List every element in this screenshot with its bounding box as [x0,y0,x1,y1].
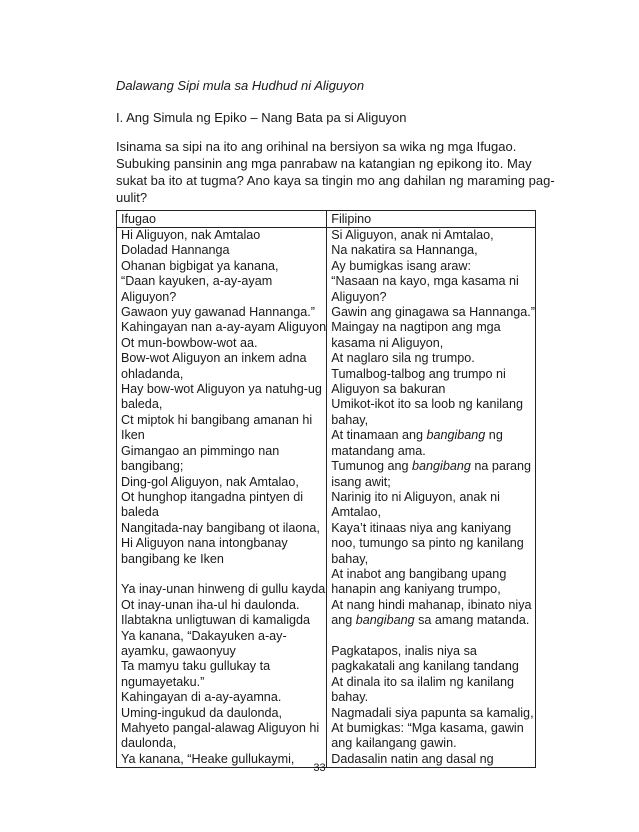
ifugao-line: Ot hunghop itangadna pintyen di [121,489,304,504]
ifugao-line: Kahingayan di a-ay-ayamna. [121,690,282,705]
intro-line: uulit? [116,190,148,205]
ifugao-line: Ot mun-bowbow-wot aa. [121,335,258,350]
filipino-line [331,613,535,628]
filipino-line [331,243,535,258]
filipino-line-text: hanapin ang kaniyang trumpo, [331,582,501,597]
ifugao-line: Aliguyon? [121,289,177,304]
filipino-line [331,552,535,567]
ifugao-line: Uming-ingukud da daulonda, [121,705,283,720]
ifugao-line: baleda, [121,397,163,412]
filipino-line [331,505,535,520]
ifugao-line: “Daan kayuken, a-ay-ayam [121,274,273,289]
intro-line: sukat ba ito at tugma? Ano kaya sa tingin mo ang dahilan ng maraming pag- [116,173,555,188]
filipino-line [331,675,535,690]
filipino-line [331,444,535,459]
poem-table [116,210,536,768]
filipino-line-text: Si Aliguyon, anak ni Amtalao, [331,228,494,242]
filipino-line-text: “Nasaan na kayo, mga kasama ni [331,274,519,289]
filipino-line-text: Tumalbog-talbog ang trumpo ni [331,366,506,381]
ifugao-line: Ding-gol Aliguyon, nak Amtalao, [121,474,299,489]
filipino-line-text: noo, tumungo sa pinto ng kanilang [331,536,524,551]
filipino-line-text: Na nakatira sa Hannanga, [331,243,478,258]
filipino-line-text: At tinamaan ang [331,428,427,443]
ifugao-line: Nangitada-nay bangibang ot ilaona, [121,520,320,535]
ifugao-line: Hay bow-wot Aliguyon ya natuhg-ug [121,382,322,397]
filipino-line-text: At naglaro sila ng trumpo. [331,351,475,366]
filipino-line [331,290,535,305]
filipino-line-text-after: na parang [470,459,532,474]
ifugao-line: Iken [121,428,145,443]
ifugao-line: daulonda, [121,736,177,751]
filipino-line [331,598,535,613]
ifugao-column [117,228,327,768]
filipino-line-text: pagkakatali ang kanilang tandang [331,659,519,674]
filipino-line [331,644,535,659]
filipino-line-emphasis: bangibang [355,613,415,628]
filipino-line [331,228,535,243]
page-number: 33 [313,762,326,774]
filipino-line [331,274,535,289]
filipino-line-text: Umikot-ikot ito sa loob ng kanilang [331,397,524,412]
filipino-line [331,721,535,736]
filipino-line [331,382,535,397]
poem-row [117,228,536,768]
filipino-line [331,397,535,412]
filipino-line-text: Pagkatapos, inalis niya sa [331,643,477,658]
header-filipino: Filipino [327,211,536,228]
filipino-line [331,736,535,751]
ifugao-line: Doladad Hannanga [121,243,230,258]
filipino-line-text: Aliguyon sa bakuran [331,382,446,397]
ifugao-line [121,567,326,582]
filipino-line [331,490,535,505]
filipino-line-text: Maingay na nagtipon ang mga [331,320,501,335]
filipino-line-emphasis: bangibang [426,428,486,443]
filipino-line-emphasis: bangibang [412,459,471,474]
filipino-line-text: matandang ama. [331,443,426,458]
ifugao-line: baleda [121,505,159,520]
filipino-line [331,336,535,351]
filipino-line-text: At dinala ito sa ilalim ng kanilang [331,674,514,689]
header-ifugao: Ifugao [117,211,327,228]
filipino-line-text: bahay. [331,690,369,705]
filipino-line [331,428,535,443]
intro-paragraph [116,138,555,206]
section-heading: I. Ang Simula ng Epiko – Nang Bata pa si Aliguyon [116,110,407,125]
ifugao-line: bangibang; [121,459,184,474]
filipino-line-text-after: sa amang matanda. [414,613,530,628]
filipino-line [331,459,535,474]
intro-line: Isinama sa sipi na ito ang orihinal na bersiyon sa wika ng mga Ifugao. [116,139,517,154]
filipino-line [331,305,535,320]
ifugao-line: Mahyeto pangal-alawag Aliguyon hi [121,720,320,735]
ifugao-line: Gimangao an pimmingo nan [121,443,280,458]
filipino-line [331,659,535,674]
ifugao-line: ayamku, gawaonyuy [121,643,236,658]
filipino-line [331,582,535,597]
ifugao-line: Ya kanana, “Dakayuken a-ay- [121,628,287,643]
filipino-line-text: At inabot ang bangibang upang [331,566,507,581]
ifugao-line: Ohanan bigbigat ya kanana, [121,258,279,273]
filipino-line [331,536,535,551]
ifugao-line: Ilabtakna unligtuwan di kamaligda [121,613,311,628]
filipino-line-text: Narinig ito ni Aliguyon, anak ni [331,489,500,504]
ifugao-line: bangibang ke Iken [121,551,224,566]
filipino-column [327,228,536,768]
filipino-line-text: Amtalao, [331,505,381,520]
document-title: Dalawang Sipi mula sa Hudhud ni Aliguyon [116,78,365,93]
ifugao-line: Ya inay-unan hinweng di gullu kayda [121,582,326,597]
filipino-line-text-after: ng [485,428,503,443]
ifugao-line: Bow-wot Aliguyon an inkem adna [121,351,307,366]
filipino-line [331,475,535,490]
intro-line: Subuking pansinin ang mga panrabaw na katangian ng epikong ito. May [116,156,532,171]
ifugao-line: ohladanda, [121,366,184,381]
ifugao-line: Ot inay-unan iha-ul hi daulonda. [121,597,300,612]
ifugao-line: Ct miptok hi bangibang amanan hi [121,412,313,427]
filipino-line-text: Ay bumigkas isang araw: [331,258,472,273]
ifugao-line: Gawaon yuy gawanad Hannanga.” [121,305,315,320]
filipino-line [331,351,535,366]
filipino-line-text: Tumunog ang [331,459,412,474]
filipino-line-text: ang kailangang gawin. [331,736,457,751]
filipino-line-text: Kaya’t itinaas niya ang kaniyang [331,520,512,535]
filipino-line [331,567,535,582]
table-header-row [117,211,536,228]
filipino-line [331,367,535,382]
filipino-line-text: Gawin ang ginagawa sa Hannanga.” [331,305,535,320]
filipino-line [331,259,535,274]
filipino-line [331,690,535,705]
filipino-line [331,320,535,335]
filipino-line-text: Dadasalin natin ang dasal ng [331,751,494,766]
filipino-line [331,629,535,644]
ifugao-line: Hi Aliguyon nana intongbanay [121,536,288,551]
filipino-line-text: bahay, [331,412,369,427]
ifugao-line: Hi Aliguyon, nak Amtalao [121,228,261,242]
ifugao-line: Ya kanana, “Heake gullukaymi, [121,751,295,766]
ifugao-line: ngumayetaku.” [121,674,205,689]
filipino-line-text: At nang hindi mahanap, ibinato niya [331,597,532,612]
filipino-line-text: Aliguyon? [331,289,387,304]
filipino-line-text: Nagmadali siya papunta sa kamalig, [331,705,534,720]
filipino-line [331,521,535,536]
filipino-line-text: kasama ni Aliguyon, [331,335,444,350]
filipino-line [331,706,535,721]
ifugao-line: Ta mamyu taku gullukay ta [121,659,271,674]
filipino-line-text: At bumigkas: “Mga kasama, gawin [331,720,524,735]
filipino-line-text: bahay, [331,551,369,566]
filipino-line-text: ang [331,613,356,628]
filipino-line-text: isang awit; [331,474,391,489]
filipino-line [331,413,535,428]
ifugao-line: Kahingayan nan a-ay-ayam Aliguyon [121,320,327,335]
